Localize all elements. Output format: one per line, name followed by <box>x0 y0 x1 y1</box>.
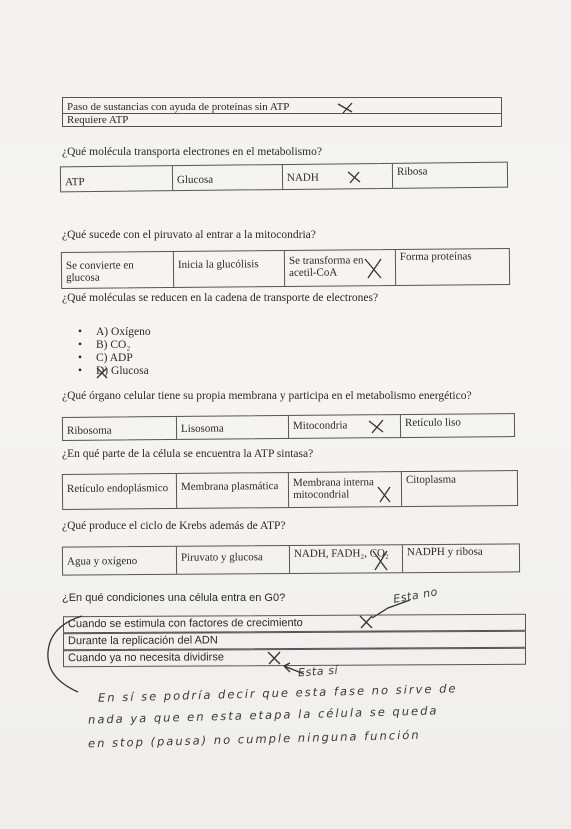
option-cell[interactable]: NADH <box>283 164 393 189</box>
option-cell[interactable]: Inicia la glucólisis <box>174 251 285 287</box>
option-cell[interactable]: Agua y oxígeno <box>63 547 177 575</box>
handwritten-line: en stop (pausa) no cumple ninguna función <box>87 727 421 751</box>
option-cell[interactable]: NADH, FADH₂, CO₂ <box>290 545 403 573</box>
option-cell[interactable]: Citoplasma <box>405 473 457 486</box>
option-list <box>78 326 151 378</box>
options-row <box>61 248 510 289</box>
option-item[interactable]: • D) Glucosa <box>78 365 151 378</box>
option-cell[interactable]: Lisosoma <box>177 416 289 439</box>
handwritten-note: Esta sí <box>297 663 339 680</box>
x-mark <box>375 484 393 504</box>
option-cell[interactable]: Retículo endoplásmico <box>63 474 177 509</box>
options-row <box>62 470 518 510</box>
answer-row <box>62 97 502 114</box>
option-item[interactable]: • C) ADP <box>78 352 151 365</box>
handwritten-line: nada ya que en esta etapa la célula se queda <box>87 703 439 727</box>
question-text: ¿Qué órgano celular tiene su propia membrana y participa en el metabolismo energético? <box>62 390 472 402</box>
options-row <box>60 162 508 193</box>
x-mark <box>95 366 109 380</box>
option-cell[interactable]: Ribosa <box>396 165 428 178</box>
bracket-line <box>36 612 86 697</box>
option-item[interactable]: • A) Oxígeno <box>78 326 151 339</box>
option-cell[interactable]: Durante la replicación del ADN <box>67 634 218 648</box>
x-mark <box>336 102 354 114</box>
x-mark <box>367 418 385 434</box>
option-cell[interactable]: Cuando se estimula con factores de crecimiento <box>67 616 303 631</box>
option-cell[interactable]: Paso de sustancias con ayuda de proteínas sin ATP <box>67 101 290 113</box>
x-mark <box>362 256 384 280</box>
question-text: ¿Qué moléculas se reducen en la cadena de transporte de electrones? <box>62 292 379 304</box>
x-mark <box>370 548 390 572</box>
option-cell[interactable]: Forma proteínas <box>399 250 472 264</box>
options-row <box>62 543 520 575</box>
question-text: ¿En qué condiciones una célula entra en G0? <box>62 592 286 604</box>
option-cell[interactable]: ATP <box>61 166 173 191</box>
option-cell[interactable]: Ribosoma <box>63 417 177 440</box>
option-item[interactable]: • B) CO₂ <box>78 339 151 352</box>
option-cell[interactable]: Mitocondria <box>289 415 401 438</box>
option-cell[interactable]: NADPH y ribosa <box>406 545 483 559</box>
option-cell[interactable]: Cuando ya no necesita dividirse <box>67 651 224 665</box>
x-mark <box>346 170 362 184</box>
question-text: ¿Qué sucede con el piruvato al entrar a la mitocondria? <box>62 229 316 241</box>
handwritten-note: Esta no <box>392 585 439 606</box>
question-text: ¿Qué molécula transporta electrones en el metabolismo? <box>62 146 322 158</box>
option-cell[interactable]: Se convierte en glucosa <box>62 252 174 288</box>
answer-row <box>62 113 502 127</box>
option-cell[interactable]: Membrana plasmática <box>177 473 289 508</box>
option-cell[interactable]: Glucosa <box>173 165 283 190</box>
option-cell[interactable]: Membrana interna mitocondrial <box>289 472 402 507</box>
option-cell[interactable]: Retículo liso <box>404 416 461 429</box>
question-text: ¿Qué produce el ciclo de Krebs además de ATP? <box>62 520 286 532</box>
option-cell[interactable]: Piruvato y glucosa <box>177 546 290 574</box>
options-row <box>62 413 515 441</box>
question-text: ¿En qué parte de la célula se encuentra la ATP sintasa? <box>62 448 314 460</box>
option-cell[interactable]: Requiere ATP <box>67 114 129 126</box>
option-cell[interactable]: Se transforma en acetil-CoA <box>285 250 396 286</box>
handwritten-line: En sí se podría decir que esta fase no sirve de <box>97 681 458 705</box>
